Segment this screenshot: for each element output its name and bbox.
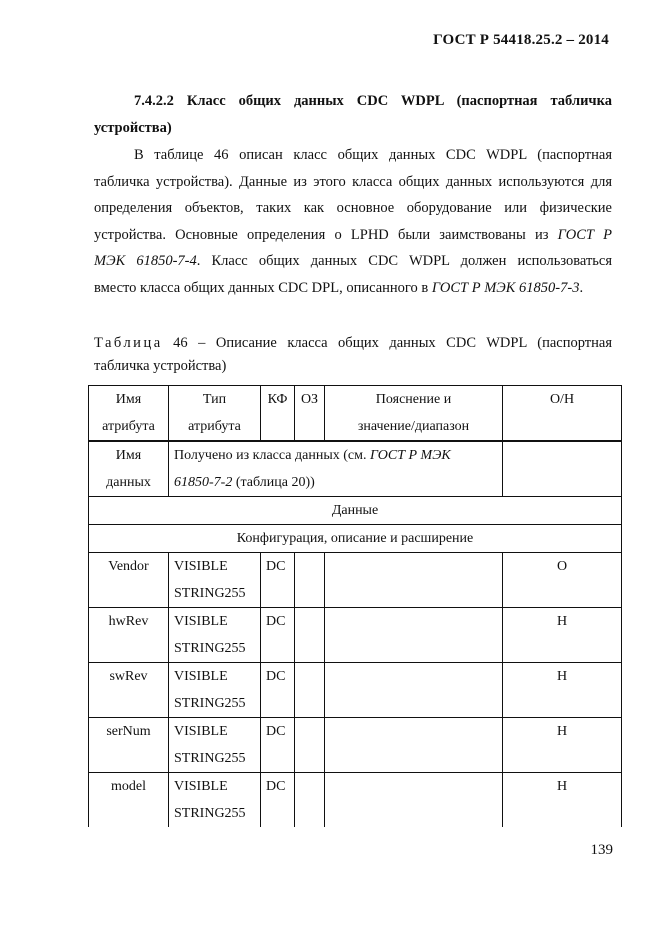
table-row bbox=[89, 553, 622, 608]
attr-oz bbox=[295, 608, 325, 663]
page-number: 139 bbox=[590, 842, 613, 858]
caption-line: Таблица 46 – Описание класса общих данных CDC WDPL (паспортная bbox=[94, 335, 612, 351]
attr-mandatory: Н bbox=[503, 608, 622, 663]
body-paragraph bbox=[94, 142, 612, 302]
caption-label: Таблица bbox=[94, 335, 163, 351]
table-caption bbox=[94, 332, 612, 378]
attr-mandatory: Н bbox=[503, 663, 622, 718]
standard-reference: МЭК 61850-7-4 bbox=[94, 253, 197, 270]
section-heading-line-1: 7.4.2.2 Класс общих данных CDC WDPL (паспортная табличка bbox=[134, 93, 612, 109]
attr-explanation bbox=[325, 773, 503, 828]
standard-reference: ГОСТ Р bbox=[557, 226, 612, 243]
paragraph-line: определения объектов, таких как основное оборудование или физические bbox=[94, 200, 612, 217]
header-attribute-type: Тип атрибута bbox=[169, 386, 261, 442]
paragraph-line: табличка устройства). Данные из этого класса общих данных используются для bbox=[94, 173, 612, 190]
attr-name: swRev bbox=[89, 663, 169, 718]
attr-kf: DC bbox=[261, 663, 295, 718]
attr-oz bbox=[295, 553, 325, 608]
section-heading-line-2: устройства) bbox=[94, 120, 172, 136]
header-mandatory: О/Н bbox=[503, 386, 622, 442]
table-row bbox=[89, 608, 622, 663]
attr-mandatory: О bbox=[503, 553, 622, 608]
data-name-label: Имя данных bbox=[89, 441, 169, 497]
table-row bbox=[89, 718, 622, 773]
caption-line: табличка устройства) bbox=[94, 358, 227, 374]
paragraph-line: МЭК 61850-7-4. Класс общих данных CDC WDPL должен использоваться bbox=[94, 253, 613, 270]
attr-explanation bbox=[325, 663, 503, 718]
table-row bbox=[89, 663, 622, 718]
attr-oz bbox=[295, 773, 325, 828]
section-row-config bbox=[89, 525, 622, 553]
document-header: ГОСТ Р 54418.25.2 – 2014 bbox=[433, 32, 609, 48]
paragraph-line: В таблице 46 описан класс общих данных CDC WDPL (паспортная bbox=[134, 147, 612, 163]
table-header-row bbox=[89, 386, 622, 442]
data-name-description: Получено из класса данных (см. ГОСТ Р МЭК 61850-7-2 (таблица 20)) bbox=[169, 441, 503, 497]
attr-type: VISIBLE STRING255 bbox=[169, 718, 261, 773]
attr-explanation bbox=[325, 608, 503, 663]
attributes-table bbox=[88, 385, 622, 827]
header-explanation: Пояснение и значение/диапазон bbox=[325, 386, 503, 442]
section-label-config: Конфигурация, описание и расширение bbox=[89, 525, 622, 553]
attr-type: VISIBLE STRING255 bbox=[169, 553, 261, 608]
data-name-mandatory bbox=[503, 441, 622, 497]
attr-type: VISIBLE STRING255 bbox=[169, 608, 261, 663]
attr-name: Vendor bbox=[89, 553, 169, 608]
attr-kf: DC bbox=[261, 718, 295, 773]
attr-kf: DC bbox=[261, 608, 295, 663]
attr-kf: DC bbox=[261, 553, 295, 608]
attr-oz bbox=[295, 663, 325, 718]
attr-type: VISIBLE STRING255 bbox=[169, 663, 261, 718]
data-name-row bbox=[89, 441, 622, 497]
attr-explanation bbox=[325, 553, 503, 608]
section-label-data: Данные bbox=[89, 497, 622, 525]
table-row bbox=[89, 773, 622, 828]
header-kf: КФ bbox=[261, 386, 295, 442]
header-oz: ОЗ bbox=[295, 386, 325, 442]
paragraph-line: устройства. Основные определения о LPHD были заимствованы из ГОСТ Р bbox=[94, 226, 612, 243]
attr-type: VISIBLE STRING255 bbox=[169, 773, 261, 828]
attr-mandatory: Н bbox=[503, 718, 622, 773]
attr-oz bbox=[295, 718, 325, 773]
attr-name: serNum bbox=[89, 718, 169, 773]
paragraph-line: вместо класса общих данных CDC DPL, описанного в ГОСТ Р МЭК 61850-7-3. bbox=[94, 279, 584, 296]
header-attribute-name: Имя атрибута bbox=[89, 386, 169, 442]
section-heading bbox=[94, 88, 612, 142]
standard-reference: ГОСТ Р МЭК 61850-7-3 bbox=[431, 279, 580, 296]
attr-explanation bbox=[325, 718, 503, 773]
attr-mandatory: Н bbox=[503, 773, 622, 828]
attr-name: hwRev bbox=[89, 608, 169, 663]
attr-name: model bbox=[89, 773, 169, 828]
section-row-data bbox=[89, 497, 622, 525]
attr-kf: DC bbox=[261, 773, 295, 828]
